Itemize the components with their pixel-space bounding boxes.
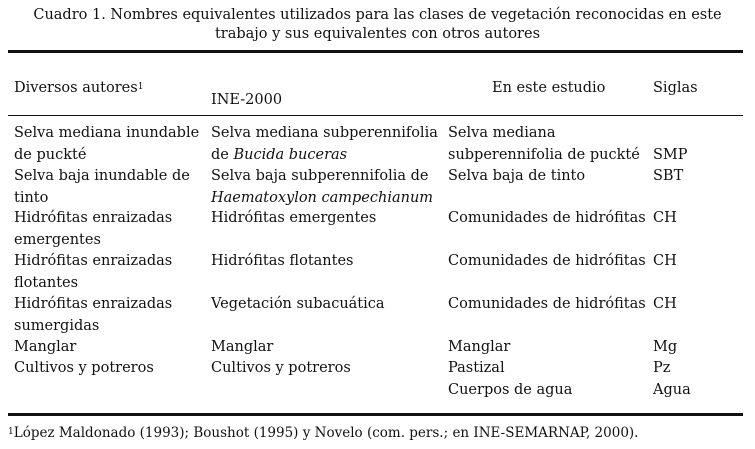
table-footnote: $^1$López Maldonado (1993); Boushot (1995) y Novelo (com. pers.; en INE-SEMARNAP, 2000). [8, 425, 639, 441]
bottom-rule [8, 413, 743, 416]
caption-line-2: trabajo y sus equivalentes con otros autores [214, 26, 541, 42]
cell-siglas: CH [653, 296, 677, 312]
cell-en-este-estudio: Comunidades de hidrófitas [448, 210, 646, 226]
cell-siglas: CH [653, 210, 677, 226]
cell-diversos-autores: Hidrófitas enraizadas flotantes [14, 253, 173, 291]
cell-diversos-autores: Hidrófitas enraizadas emergentes [14, 210, 173, 248]
cell-siglas: Pz [653, 360, 671, 376]
cell-en-este-estudio: Cuerpos de agua [448, 382, 573, 398]
header-footnote-marker: 1 [137, 82, 144, 92]
cell-ine-2000: Cultivos y potreros [211, 360, 351, 376]
cell-diversos-autores: Cultivos y potreros [14, 360, 154, 376]
header-en-este-estudio: En este estudio [492, 80, 606, 96]
cell-en-este-estudio: Pastizal [448, 360, 505, 376]
header-diversos-autores: Diversos autores$^1$ [14, 80, 144, 96]
top-rule [8, 50, 743, 53]
cell-diversos-autores: Selva mediana inundable de puckté [14, 125, 200, 163]
cell-en-este-estudio: Selva mediana subperennifolia de puckté [448, 125, 640, 163]
cell-diversos-autores: Manglar [14, 339, 77, 355]
cell-ine-2000: Vegetación subacuática [211, 296, 385, 312]
cell-siglas: SMP [653, 146, 688, 163]
cell-ine-2000: Selva mediana subperennifolia de Bucida buceras [211, 125, 438, 163]
cell-diversos-autores: Selva baja inundable de tinto [14, 168, 190, 206]
cell-diversos-autores: Hidrófitas enraizadas sumergidas [14, 296, 173, 334]
table-caption [0, 6, 755, 44]
caption-line-1: Cuadro 1. Nombres equivalentes utilizados para las clases de vegetación reconocidas en este [33, 7, 722, 23]
cell-siglas: SBT [653, 168, 684, 184]
cell-en-este-estudio: Selva baja de tinto [448, 168, 586, 184]
header-rule [8, 115, 743, 116]
header-siglas: Siglas [653, 80, 698, 96]
header-ine-2000: INE-2000 [211, 92, 283, 108]
cell-ine-2000: Selva baja subperennifolia de Haematoxylon campechianum [211, 168, 434, 206]
cell-ine-2000: Manglar [211, 339, 274, 355]
cell-siglas: CH [653, 253, 677, 269]
cell-siglas: Mg [653, 339, 678, 355]
footnote-marker: 1 [8, 427, 14, 437]
cell-siglas: Agua [653, 382, 691, 398]
cell-en-este-estudio: Comunidades de hidrófitas [448, 253, 646, 269]
cell-ine-2000: Hidrófitas emergentes [211, 210, 377, 226]
cell-en-este-estudio: Comunidades de hidrófitas [448, 296, 646, 312]
cell-ine-2000: Hidrófitas flotantes [211, 253, 354, 269]
cell-en-este-estudio: Manglar [448, 339, 511, 355]
